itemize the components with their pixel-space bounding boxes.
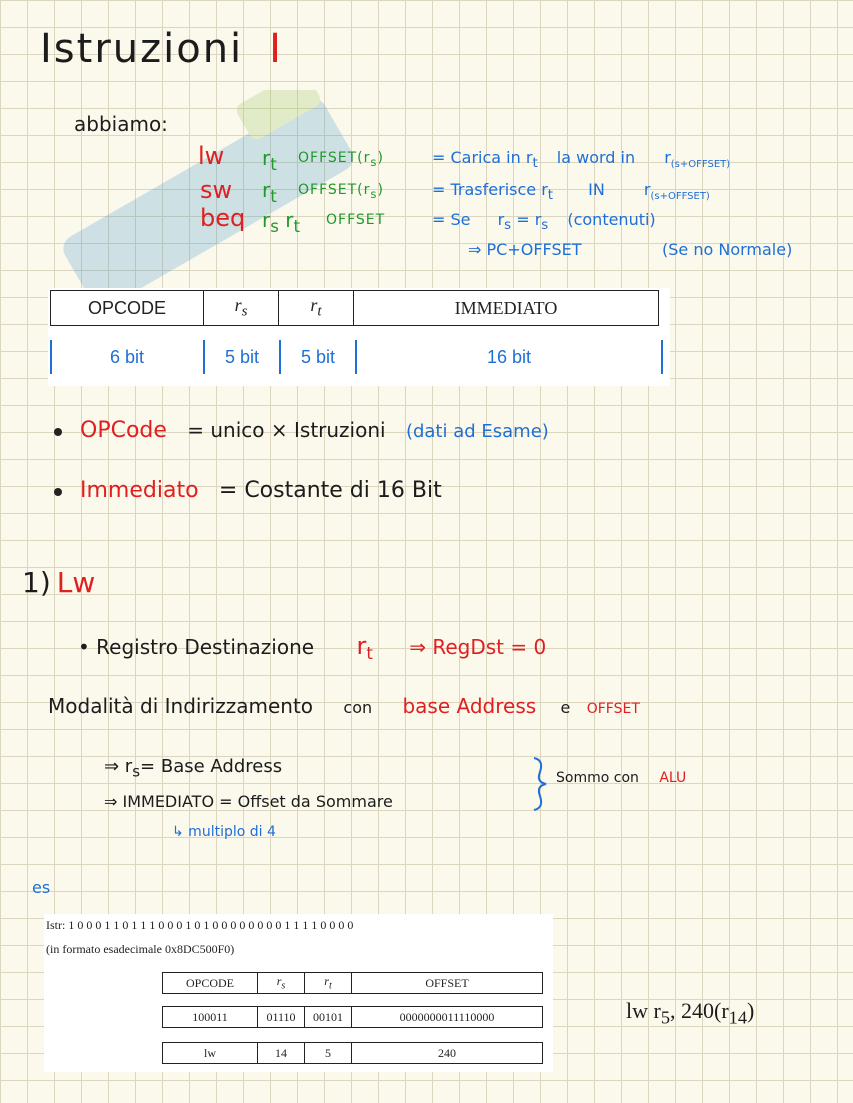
header-opcode: OPCODE <box>51 291 204 326</box>
example-label: es <box>32 878 51 897</box>
beq-description: = Se $r_s = r_s$ (contenuti) <box>432 210 656 234</box>
title-main: Istruzioni <box>40 26 244 72</box>
bits-rt: 5 bit <box>300 347 336 367</box>
mnemonic-lw: lw <box>198 142 225 170</box>
bit-divider <box>661 340 663 374</box>
multiple-note: ↳ multiplo di 4 <box>172 824 276 840</box>
beq-operand: OFFSET <box>326 212 386 228</box>
bits-rs: 5 bit <box>224 347 260 367</box>
mode-line: Modalità di Indirizzamento con base Address e OFFSET <box>48 694 640 718</box>
bullet-dot <box>54 488 62 496</box>
header-rs: $r_s$ <box>204 291 279 326</box>
bullet-immediato: Immediato = Costante di 16 Bit <box>54 478 442 503</box>
sw-operand: $OFFSET(r_s)$ <box>298 182 384 201</box>
example-header-row: OPCODE $r_s$ $r_t$ OFFSET <box>162 972 543 994</box>
beq-regs: $r_s$ $r_t$ <box>262 208 301 236</box>
mnemonic-beq: beq <box>200 204 246 232</box>
lw-operand: $OFFSET(r_s)$ <box>298 150 384 169</box>
brace-icon <box>530 756 550 812</box>
sw-reg: $r_t$ <box>262 178 277 206</box>
lw-reg: $r_t$ <box>262 146 277 174</box>
page-title <box>40 26 283 72</box>
beq-note: (Se no Normale) <box>662 240 793 259</box>
section-heading: 1) Lw <box>22 566 96 599</box>
sum-note: Sommo con ALU <box>556 770 687 786</box>
base-address-line: ⇒ $r_s=$ Base Address <box>104 756 283 781</box>
example-binary-row: 100011 01110 00101 0000000011110000 <box>162 1006 543 1028</box>
example-decoded-row: lw 14 5 240 <box>162 1042 543 1064</box>
header-rt: $r_t$ <box>279 291 354 326</box>
bullet-opcode: OPCode = unico × Istruzioni (dati ad Esame) <box>54 418 549 443</box>
example-instruction-bits: Istr: 1 0 0 0 1 1 0 1 1 1 0 0 0 1 0 1 0 0 0 0 0 0 0 0 1 1 1 1 0 0 0 0 <box>46 918 354 932</box>
lw-formula: lw $r_5$, $240(r_{14})$ <box>626 998 755 1028</box>
bullet-dot <box>54 428 62 436</box>
sw-description: = Trasferisce $r_t$ IN $r_{(s+OFFSET)}$ <box>432 180 710 204</box>
mnemonic-sw: sw <box>200 176 233 204</box>
lw-description: = Carica in $r_t$ la word in $r_{(s+OFFSET)}$ <box>432 148 731 172</box>
title-roman: I <box>269 26 283 72</box>
bits-opcode: 6 bit <box>109 347 145 367</box>
example-hex: (in formato esadecimale 0x8DC500F0) <box>46 942 235 956</box>
intro-label: abbiamo: <box>74 112 168 136</box>
example-panel <box>44 914 553 1072</box>
immediato-line: ⇒ IMMEDIATO = Offset da Sommare <box>104 792 393 811</box>
header-immediato: IMMEDIATO <box>354 291 659 326</box>
registro-line: • Registro Destinazione $r_t$ ⇒ RegDst = 0 <box>78 632 547 663</box>
instruction-lw <box>198 142 224 170</box>
bits-immediato: 16 bit <box>486 347 532 367</box>
instruction-format-table <box>48 288 670 386</box>
beq-result: ⇒ PC+OFFSET <box>468 240 582 259</box>
